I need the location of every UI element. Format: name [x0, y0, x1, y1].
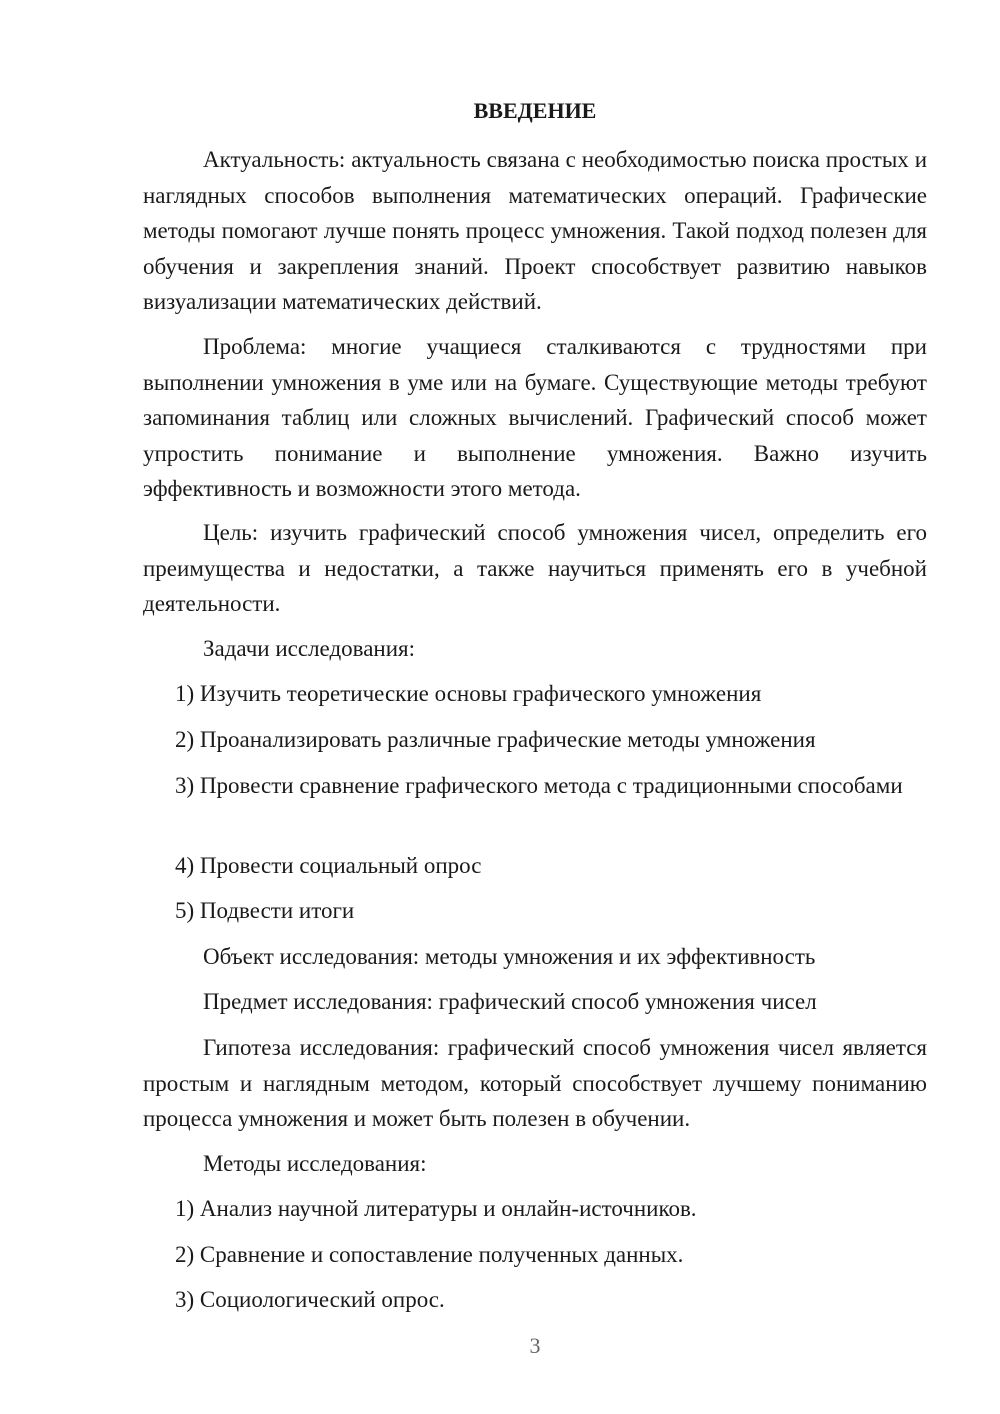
task-item: 4) Провести социальный опрос — [175, 853, 482, 878]
methods-title: Методы исследования: — [203, 1151, 427, 1176]
task-item: 1) Изучить теоретические основы графического умножения — [175, 681, 762, 706]
hypothesis-paragraph: Гипотеза исследования: графический способ умножения чисел является простым и наглядным методом, который способствует лучшему пониманию процесса умножения и может быть полезен в обучении. — [143, 1035, 927, 1131]
task-item: 2) Проанализировать различные графические методы умножения — [175, 727, 816, 752]
method-item: 1) Анализ научной литературы и онлайн-источников. — [175, 1196, 697, 1221]
method-item: 3) Социологический опрос. — [175, 1287, 445, 1312]
task-item: 3) Провести сравнение графического метода с традиционными способами — [175, 773, 903, 798]
object-paragraph: Объект исследования: методы умножения и их эффективность — [203, 944, 816, 969]
relevance-paragraph: Актуальность: актуальность связана с необходимостью поиска простых и наглядных способов выполнения математических операций. Графические методы помогают лучше понять процесс умножения. Такой подход полезен для обучения и закрепления знаний. Проект способствует развитию навыков визуализации математических действий. — [143, 147, 927, 314]
method-item: 2) Сравнение и сопоставление полученных данных. — [175, 1242, 684, 1267]
tasks-title: Задачи исследования: — [203, 636, 416, 661]
subject-paragraph: Предмет исследования: графический способ умножения чисел — [203, 989, 817, 1014]
page-number: 3 — [529, 1333, 541, 1358]
task-item: 5) Подвести итоги — [175, 898, 355, 923]
goal-paragraph: Цель: изучить графический способ умножения чисел, определить его преимущества и недостатки, а также научиться применять его в учебной деятельности. — [143, 520, 927, 616]
problem-paragraph: Проблема: многие учащиеся сталкиваются с трудностями при выполнении умножения в уме или на бумаге. Существующие методы требуют запоминания таблиц или сложных вычислений. Графический способ может упростить понимание и выполнение умножения. Важно изучить эффективность и возможности этого метода. — [143, 334, 927, 501]
section-heading: ВВЕДЕНИЕ — [473, 98, 597, 123]
